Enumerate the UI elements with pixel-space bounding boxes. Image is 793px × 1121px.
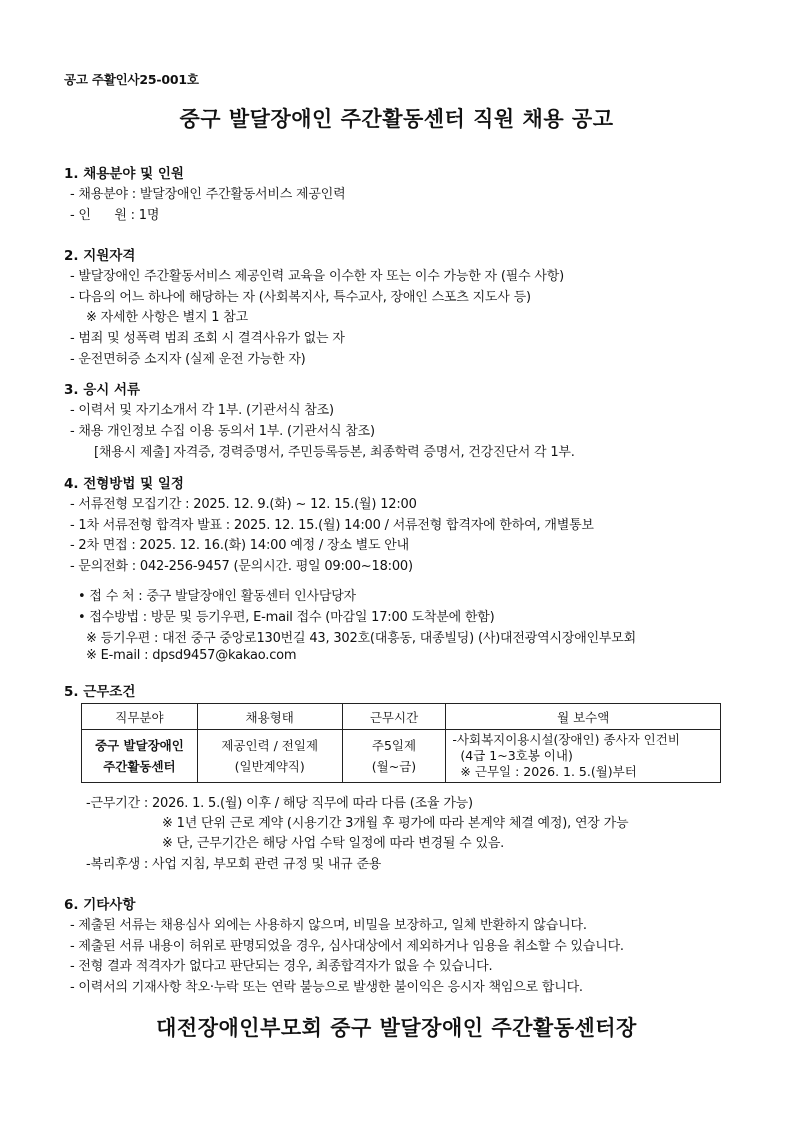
employment-type-line: 제공인력 / 전일제 [221, 738, 319, 753]
section-5-detail: -근무기간 : 2026. 1. 5.(월) 이후 / 해당 직무에 따라 다름 (조율 가능) [86, 796, 473, 811]
section-4-item: - 문의전화 : 042-256-9457 (문의시간. 평일 09:00~18:00) [70, 559, 413, 574]
page-title: 중구 발달장애인 주간활동센터 직원 채용 공고 [179, 107, 614, 131]
section-5-note: ※ 단, 근무기간은 해당 사업 수탁 일정에 따라 변경될 수 있음. [162, 836, 505, 851]
section-3-heading: 3. 응시 서류 [64, 382, 141, 398]
section-4-note: ※ 등기우편 : 대전 중구 중앙로130번길 43, 302호(대흥동, 대종빌딩) (사)대전광역시장애인부모회 [86, 631, 636, 646]
section-4-bullet: • 접 수 처 : 중구 발달장애인 활동센터 인사담당자 [78, 589, 356, 604]
section-6-heading: 6. 기타사항 [64, 897, 136, 913]
work-hours-line: (월~금) [371, 759, 417, 774]
section-5-note: ※ 1년 단위 근로 계약 (시용기간 3개월 후 평가에 따라 본계약 체결 예정), 연장 가능 [162, 816, 629, 831]
monthly-pay-line: -사회복지이용시설(장애인) 종사자 인건비 [452, 732, 680, 747]
work-hours-line: 주5일제 [371, 738, 417, 753]
section-3-item: - 채용 개인정보 수집 이용 동의서 1부. (기관서식 참조) [70, 424, 375, 439]
table-header-row [82, 704, 721, 730]
conditions-table [81, 703, 721, 783]
table-header: 채용형태 [197, 704, 342, 730]
table-header: 직무분야 [82, 704, 198, 730]
notice-code: 공고 주활인사25-001호 [64, 72, 199, 87]
employment-type-cell [197, 730, 342, 783]
section-5-heading: 5. 근무조건 [64, 684, 136, 700]
section-6-item: - 제출된 서류는 채용심사 외에는 사용하지 않으며, 비밀을 보장하고, 일체 반환하지 않습니다. [70, 918, 587, 933]
job-field-cell [82, 730, 198, 783]
section-1-item: - 채용분야 : 발달장애인 주간활동서비스 제공인력 [70, 187, 346, 202]
section-2-item: - 범죄 및 성폭력 범죄 조회 시 결격사유가 없는 자 [70, 331, 345, 346]
section-3-note: [채용시 제출] 자격증, 경력증명서, 주민등록등본, 최종학력 증명서, 건강진단서 각 1부. [94, 445, 575, 460]
section-2-item: - 다음의 어느 하나에 해당하는 자 (사회복지사, 특수교사, 장애인 스포츠 지도사 등) [70, 290, 531, 305]
employment-type-line: (일반계약직) [234, 759, 305, 774]
section-6-item: - 전형 결과 적격자가 없다고 판단되는 경우, 최종합격자가 없을 수 있습니다. [70, 959, 493, 974]
issuer-signature: 대전장애인부모회 중구 발달장애인 주간활동센터장 [156, 1016, 637, 1040]
section-2-note: ※ 자세한 사항은 별지 1 참고 [86, 310, 249, 325]
section-4-note: ※ E-mail : dpsd9457@kakao.com [86, 648, 297, 663]
section-6-item: - 이력서의 기재사항 착오·누락 또는 연락 불능으로 발생한 불이익은 응시자 책임으로 합니다. [70, 980, 583, 995]
work-hours-cell [342, 730, 446, 783]
job-field-line: 주간활동센터 [103, 759, 176, 774]
job-field-line: 중구 발달장애인 [94, 738, 184, 753]
section-1-heading: 1. 채용분야 및 인원 [64, 166, 184, 182]
section-4-item: - 서류전형 모집기간 : 2025. 12. 9.(화) ~ 12. 15.(월) 12:00 [70, 497, 417, 512]
section-4-item: - 1차 서류전형 합격자 발표 : 2025. 12. 15.(월) 14:00 / 서류전형 합격자에 한하여, 개별통보 [70, 518, 594, 533]
table-header: 월 보수액 [446, 704, 721, 730]
monthly-pay-line: (4급 1~3호봉 이내) [460, 748, 573, 763]
section-6-item: - 제출된 서류 내용이 허위로 판명되었을 경우, 심사대상에서 제외하거나 임용을 취소할 수 있습니다. [70, 939, 624, 954]
section-1-item: - 인 원 : 1명 [70, 208, 160, 223]
section-4-heading: 4. 전형방법 및 일정 [64, 476, 184, 492]
monthly-pay-line: ※ 근무일 : 2026. 1. 5.(월)부터 [460, 764, 637, 779]
section-4-item: - 2차 면접 : 2025. 12. 16.(화) 14:00 예정 / 장소 별도 안내 [70, 538, 409, 553]
table-row [82, 730, 721, 783]
section-2-item: - 운전면허증 소지자 (실제 운전 가능한 자) [70, 352, 306, 367]
table-header: 근무시간 [342, 704, 446, 730]
section-3-item: - 이력서 및 자기소개서 각 1부. (기관서식 참조) [70, 403, 334, 418]
monthly-pay-cell [446, 730, 721, 783]
section-2-item: - 발달장애인 주간활동서비스 제공인력 교육을 이수한 자 또는 이수 가능한 자 (필수 사항) [70, 269, 564, 284]
section-2-heading: 2. 지원자격 [64, 248, 136, 264]
section-5-detail: -복리후생 : 사업 지침, 부모회 관련 규정 및 내규 준용 [86, 857, 382, 872]
section-4-bullet: • 접수방법 : 방문 및 등기우편, E-mail 접수 (마감일 17:00 도착분에 한함) [78, 610, 495, 625]
